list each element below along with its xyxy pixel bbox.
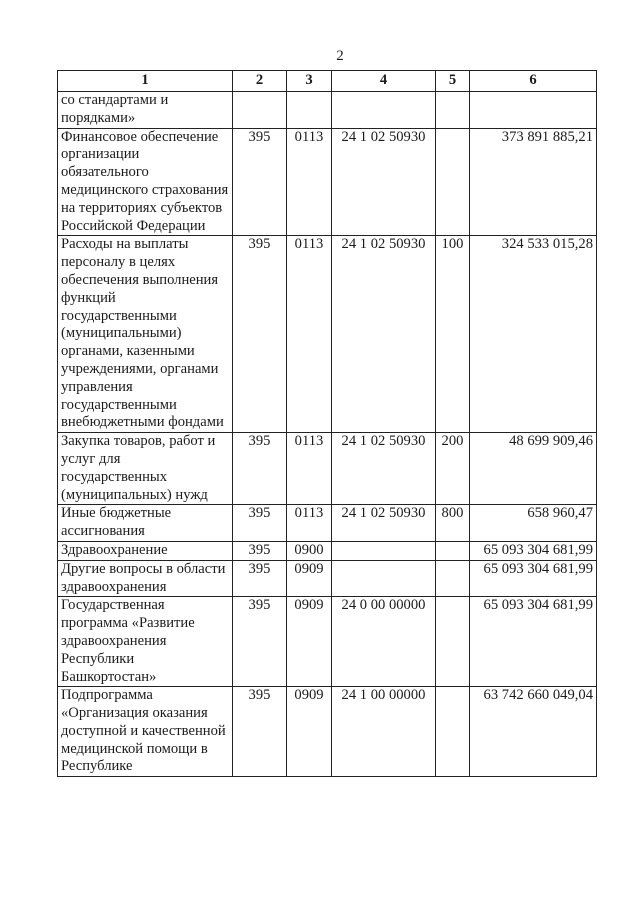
row-amount (470, 92, 597, 129)
header-col-3: 3 (287, 71, 332, 92)
row-amount: 65 093 304 681,99 (470, 560, 597, 597)
row-expense-type: 200 (436, 433, 470, 505)
row-section-code: 0113 (287, 236, 332, 433)
row-expense-type (436, 597, 470, 687)
row-admin-code: 395 (233, 433, 287, 505)
row-name: Здравоохранение (58, 541, 233, 560)
row-target-code: 24 1 02 50930 (332, 433, 436, 505)
row-name: со стандартами и порядками» (58, 92, 233, 129)
row-admin-code: 395 (233, 128, 287, 236)
header-row (58, 71, 597, 92)
row-name: Другие вопросы в области здравоохранения (58, 560, 233, 597)
row-name: Подпрограмма «Организация оказания доступной и качественной медицинской помощи в Республике (58, 687, 233, 777)
row-target-code: 24 1 02 50930 (332, 236, 436, 433)
row-section-code: 0113 (287, 128, 332, 236)
table-row (58, 92, 597, 129)
row-amount: 48 699 909,46 (470, 433, 597, 505)
row-expense-type: 800 (436, 505, 470, 542)
table-row (58, 236, 597, 433)
table-row (58, 505, 597, 542)
row-section-code: 0909 (287, 687, 332, 777)
header-col-5: 5 (436, 71, 470, 92)
row-expense-type (436, 92, 470, 129)
header-col-2: 2 (233, 71, 287, 92)
row-name: Иные бюджетные ассигнования (58, 505, 233, 542)
row-name: Государственная программа «Развитие здравоохранения Республики Башкортостан» (58, 597, 233, 687)
row-amount: 658 960,47 (470, 505, 597, 542)
row-target-code: 24 1 02 50930 (332, 505, 436, 542)
row-section-code: 0900 (287, 541, 332, 560)
table-row (58, 433, 597, 505)
row-expense-type: 100 (436, 236, 470, 433)
header-col-1: 1 (58, 71, 233, 92)
budget-table (57, 70, 597, 777)
row-admin-code: 395 (233, 505, 287, 542)
row-section-code: 0909 (287, 597, 332, 687)
table-row (58, 128, 597, 236)
row-expense-type (436, 687, 470, 777)
row-target-code (332, 92, 436, 129)
row-admin-code: 395 (233, 236, 287, 433)
header-col-4: 4 (332, 71, 436, 92)
row-expense-type (436, 128, 470, 236)
row-expense-type (436, 560, 470, 597)
table-row (58, 560, 597, 597)
row-target-code (332, 541, 436, 560)
page-number: 2 (336, 48, 344, 64)
row-target-code: 24 0 00 00000 (332, 597, 436, 687)
row-target-code: 24 1 00 00000 (332, 687, 436, 777)
row-name: Расходы на выплаты персоналу в целях обеспечения выполнения функций государственными (муниципальными) органами, казенными учреждениями, органами управления государственными внебюджетными фондами (58, 236, 233, 433)
row-name: Финансовое обеспечение организации обязательного медицинского страхования на территориях субъектов Российской Федерации (58, 128, 233, 236)
row-target-code: 24 1 02 50930 (332, 128, 436, 236)
table-row (58, 541, 597, 560)
row-admin-code: 395 (233, 597, 287, 687)
row-target-code (332, 560, 436, 597)
row-expense-type (436, 541, 470, 560)
row-section-code: 0909 (287, 560, 332, 597)
row-amount: 324 533 015,28 (470, 236, 597, 433)
row-amount: 63 742 660 049,04 (470, 687, 597, 777)
table-row (58, 687, 597, 777)
row-admin-code: 395 (233, 541, 287, 560)
row-amount: 373 891 885,21 (470, 128, 597, 236)
row-admin-code: 395 (233, 560, 287, 597)
row-admin-code: 395 (233, 687, 287, 777)
row-section-code (287, 92, 332, 129)
row-amount: 65 093 304 681,99 (470, 597, 597, 687)
row-name: Закупка товаров, работ и услуг для государственных (муниципальных) нужд (58, 433, 233, 505)
header-col-6: 6 (470, 71, 597, 92)
row-amount: 65 093 304 681,99 (470, 541, 597, 560)
row-section-code: 0113 (287, 433, 332, 505)
row-admin-code (233, 92, 287, 129)
table-row (58, 597, 597, 687)
row-section-code: 0113 (287, 505, 332, 542)
